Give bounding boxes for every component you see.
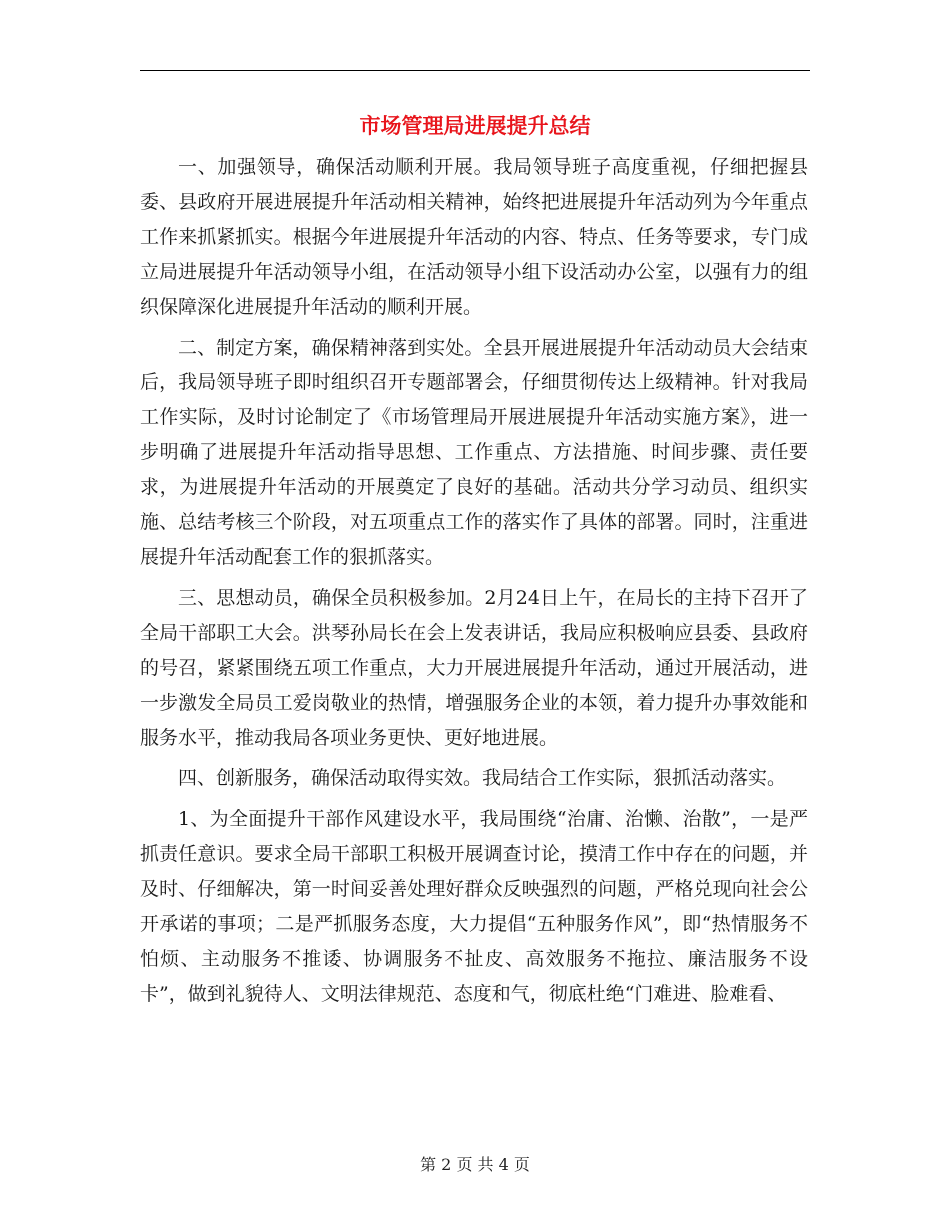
page-footer: 第 2 页 共 4 页 [420,1155,530,1174]
paragraph-5: 1、为全面提升干部作风建设水平，我局围绕“治庸、治懒、治散”，一是严抓责任意识。要求全局干部职工积极开展调查讨论，摸清工作中存在的问题，并及时、仔细解决，第一时间妥善处理好群众反映强烈的问题，严格兑现向社会公开承诺的事项；二是严抓服务态度，大力提倡“五种服务作风”，即“热情服务不怕烦、主动服务不推诿、协调服务不扯皮、高效服务不拖拉、廉洁服务不设卡”，做到礼貌待人、文明法律规范、态度和气，彻底杜绝“门难进、脸难看、 [140,808,808,1005]
document-title: 市场管理局进展提升总结 [359,113,591,138]
paragraph-1: 一、加强领导，确保活动顺利开展。我局领导班子高度重视，仔细把握县委、县政府开展进展提升年活动相关精神，始终把进展提升年活动列为今年重点工作来抓紧抓实。根据今年进展提升年活动的内容、特点、任务等要求，专门成立局进展提升年活动领导小组，在活动领导小组下设活动办公室，以强有力的组织保障深化进展提升年活动的顺利开展。 [140,156,808,318]
paragraph-3: 三、思想动员，确保全员积极参加。2月24日上午，在局长的主持下召开了全局干部职工大会。洪琴孙局长在会上发表讲话，我局应积极响应县委、县政府的号召，紧紧围绕五项工作重点，大力开展进展提升年活动，通过开展活动，进一步激发全局员工爱岗敬业的热情，增强服务企业的本领，着力提升办事效能和服务水平，推动我局各项业务更快、更好地进展。 [140,586,808,749]
paragraph-2: 二、制定方案，确保精神落到实处。全县开展进展提升年活动动员大会结束后，我局领导班子即时组织召开专题部署会，仔细贯彻传达上级精神。针对我局工作实际，及时讨论制定了《市场管理局开展进展提升年活动实施方案》，进一步明确了进展提升年活动指导思想、工作重点、方法措施、时间步骤、责任要求，为进展提升年活动的开展奠定了良好的基础。活动共分学习动员、组织实施、总结考核三个阶段，对五项重点工作的落实作了具体的部署。同时，注重进展提升年活动配套工作的狠抓落实。 [140,336,808,568]
paragraph-4: 四、创新服务，确保活动取得实效。我局结合工作实际，狠抓活动落实。 [178,767,787,790]
document-body [140,150,808,1012]
header-rule [140,70,810,71]
